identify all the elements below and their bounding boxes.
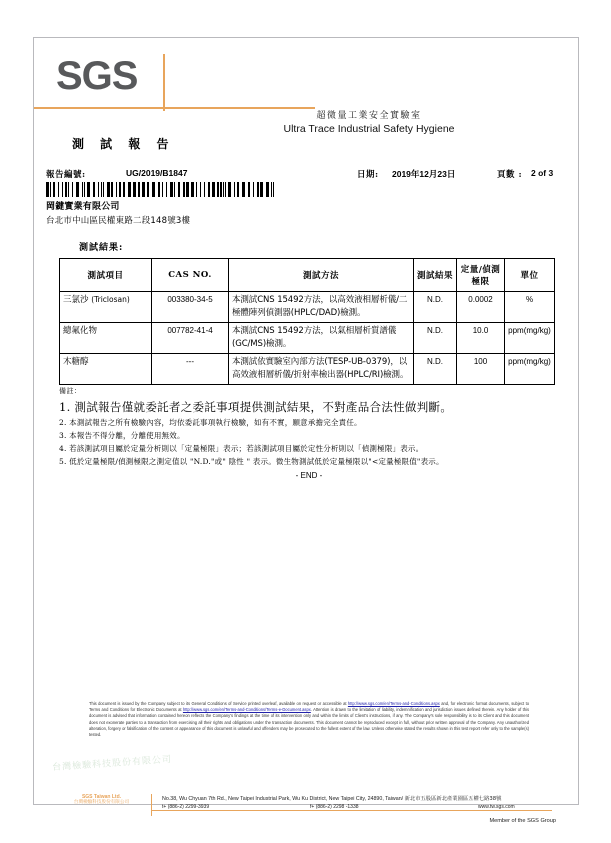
logo-vertical-rule [163,54,165,111]
cell-cas-no: --- [152,354,229,385]
company-watermark: 台灣檢驗科技股份有限公司 [51,754,173,774]
page-header [34,38,578,100]
report-number-value: UG/2019/B1847 [126,168,188,178]
table-row [60,323,555,354]
footer-vertical-rule [151,794,152,816]
note-item-4: 4. 若該測試項目屬於定量分析則以「定量極限」表示；若該測試項目屬於定性分析則以「偵測極限」表示。 [59,444,424,453]
cell-detection-limit: 100 [457,354,505,385]
report-date-value: 2019年12月23日 [392,169,456,179]
footer-fax: f+ (886-2) 2298 -1338 [310,804,359,810]
results-table-body [60,292,555,385]
cell-detection-limit: 0.0002 [457,292,505,323]
customer-address: 台北市中山區民權東路二段148號3樓 [46,216,191,226]
laboratory-name-en: Ultra Trace Industrial Safety Hygiene [283,123,455,135]
page-number-value: 2 of 3 [531,168,554,178]
col-header-cas-no: CAS NO. [152,259,229,292]
cell-detection-limit: 10.0 [457,323,505,354]
table-row [60,292,555,323]
disclaimer-text-2: and, for electronic format documents, subject to Terms and Conditions for Electronic Documents at [89,701,529,713]
notes-section [59,386,559,480]
cell-test-item: 木糖醇 [60,354,152,385]
logo-horizontal-rule-left [34,107,174,109]
laboratory-title [179,108,559,135]
sgs-taiwan-name-cn: 台灣檢驗科技股份有限公司 [73,800,130,805]
note-item-5: 5. 低於定量極限/偵測極限之測定值以 "N.D."或" 陰性 " 表示。微生物測試低於定量極限以"<定量極限值"表示。 [59,457,444,466]
cell-unit: ppm(mg/kg) [505,323,555,354]
note-item-1: 1. 測試報告僅就委託者之委託事項提供測試結果，不對產品合法性做判斷。 [59,400,453,414]
cell-unit: ppm(mg/kg) [505,354,555,385]
footer-separator-rule [152,810,552,811]
disclaimer-text-1: This document is issued by the Company subject to its General Conditions of Service printed overleaf, available on request or accessible at [89,701,348,706]
col-header-detection-limit: 定量/偵測 極限 [457,259,505,292]
footer-telephone: t+ (886-2) 2299-3939 [162,804,210,810]
col-header-test-method: 測試方法 [229,259,414,292]
cell-test-method: 本測試CNS 15492方法，以氣相層析質譜儀(GC/MS)檢測。 [229,323,414,354]
table-row [60,354,555,385]
cell-test-method: 本測試CNS 15492方法，以高效液相層析儀/二極體陣列偵測器(HPLC/DAD)檢測。 [229,292,414,323]
customer-name: 岡鍵實業有限公司 [46,202,120,212]
col-header-unit: 單位 [505,259,555,292]
cell-test-result: N.D. [414,354,457,385]
col-header-test-result: 測試結果 [414,259,457,292]
page-title: 測 試 報 告 [72,137,175,151]
cell-unit: % [505,292,555,323]
legal-disclaimer [89,701,529,738]
sgs-logo-text: SGS [56,54,138,98]
footer-address-en: No.38, Wu Chyuan 7th Rd., New Taipei Industrial Park, Wu Ku District, New Taipei City, 24890, Taiwan/ [162,796,404,802]
col-header-test-item: 測試項目 [60,259,152,292]
sgs-logo [56,56,174,106]
sgs-taiwan-name-en: SGS Taiwan Ltd. [81,794,122,800]
report-date-label: 日期: [357,170,379,180]
cell-test-method: 本測試依實驗室內部方法(TESP-UB-0379)，以高效液相層析儀/折射率檢出器(HPLC/RI)檢測。 [229,354,414,385]
table-header-row [60,259,555,292]
footer-website[interactable]: www.tw.sgs.com [478,804,515,810]
footer-address [162,794,501,802]
report-number-label: 報告編號: [46,170,86,180]
cell-test-item: 三氯沙 (Triclosan) [60,292,152,323]
cell-test-result: N.D. [414,323,457,354]
sgs-taiwan-logo [54,794,149,806]
disclaimer-text-3: . Attention is drawn to the limitation of liability, indemnification and jurisdiction issues defined therein. Any holder of this document is advised that information contained hereon reflects the Company's findings at the time of its intervention only and within the limits of Client's instructions, if any. The Company's sole responsibility is to its Client and this document does not exonerate parties to a transaction from exercising all their rights and obligations under the transaction documents. This document cannot be reproduced except in full, without prior written approval of the Company. Any unauthorized alteration, forgery or falsification of the content or appearance of this document is unlawful and offenders may be prosecuted to the fullest extent of the law. Unless otherwise stated the results shown in this test report refer only to the sample(s) tested. [89,707,529,738]
note-item-3: 3. 本報告不得分離，分離使用無效。 [59,431,185,440]
report-page [33,37,579,824]
report-barcode [46,182,277,197]
end-marker: - END - [295,471,323,480]
laboratory-name-cn: 超微量工業安全實驗室 [316,111,422,121]
footer-member-line: Member of the SGS Group [489,818,556,824]
page-number-label: 頁數 : [497,170,523,180]
note-item-2: 2. 本測試報告之所有檢驗內容，均依委託事項執行檢驗，如有不實，願意承擔完全責任。 [59,418,362,427]
cell-cas-no: 007782-41-4 [152,323,229,354]
cell-cas-no: 003380-34-5 [152,292,229,323]
footer-address-cn: 新北市五股區新北產業園區五權七路38號 [404,796,502,802]
cell-test-result: N.D. [414,292,457,323]
cell-test-item: 總氟化物 [60,323,152,354]
results-section-label: 測試結果: [79,243,124,253]
terms-and-conditions-link[interactable]: http://www.sgs.com/en/Terms-and-Conditions.aspx [347,701,440,706]
electronic-documents-terms-link[interactable]: http://www.sgs.com/en/Terms-and-Conditions/Terms-e-Document.aspx [182,707,311,713]
results-table [59,258,555,385]
notes-heading: 備註： [59,387,82,395]
